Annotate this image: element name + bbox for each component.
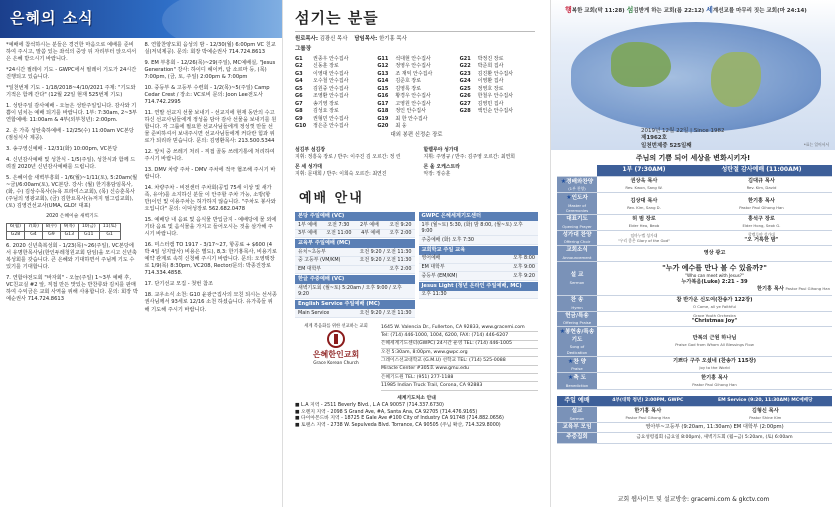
order-row: ★봉헌송/특송기도 Song of Dedication 만복의 근원 하나님 Praise God from Whom All Blessings Flow bbox=[557, 327, 832, 356]
news-item: *예배에 참석하시는 분들은 경건한 마음으로 예배를 준비하여 주시고, 말씀 있는 좌석의 중앙 뒤 자리부터 앉으셔서 은 은혜 받으시기 바랍니다. bbox=[6, 42, 137, 63]
church-name: 은혜한인교회 bbox=[312, 349, 360, 359]
church-info bbox=[295, 324, 538, 391]
choir-detail: 지휘: 문대희 / 반주: 이희숙 오르간: 최연진 bbox=[295, 170, 387, 177]
group-leader: G1 권종우 안수집사 bbox=[295, 55, 349, 62]
group-leader: G15 김영록 장로 bbox=[377, 85, 422, 92]
worship-row: Main Service 오전 9:20 / 오전 11:30 bbox=[295, 309, 415, 318]
news-item: 10. 중등부 & 고등부 수련회 - 1/2(목)~5(주일) Camp Cedar Crest / 장소: VC로비 문의: Joon Lee전도사 714.742.2995 bbox=[144, 85, 270, 106]
news-column-1 bbox=[6, 42, 139, 318]
senior-label: 담임목사: bbox=[354, 36, 378, 42]
bulletin-header bbox=[551, 0, 835, 150]
services-row: 설교 Sermon 한기홍 목사 Pastor Paul Gihong Han 김형신 목사 Pastor Shine Kim bbox=[557, 407, 832, 423]
church-english-name: Grace Korean Church bbox=[313, 360, 359, 366]
choir-name: 섬김부 섬김장 bbox=[295, 147, 326, 154]
branch-item: ■ 다이아몬드바 지역 - 18725 E Gale Ave #100 City of Industry CA 91748 (714.882.0656) bbox=[295, 416, 504, 422]
group-leader: G12 정영우 안수집사 bbox=[377, 63, 431, 70]
group-leader: G20 최 웅 bbox=[377, 123, 407, 130]
group-leader: G17 고영원 안수집사 bbox=[377, 100, 431, 107]
worship-left bbox=[295, 211, 415, 318]
worship-row: 오후 11:30 bbox=[419, 291, 539, 300]
address-lines bbox=[381, 324, 538, 391]
choir-name: 몬 세 성가대 bbox=[295, 164, 323, 171]
pastor-name: 김광신 목사 bbox=[319, 36, 348, 42]
world-map-image bbox=[571, 22, 821, 132]
church-tel: Tel: (714) 446-1000, 1004, 6200, FAX: (714) 446-6207 bbox=[381, 332, 538, 340]
choir-detail: 지휘: 정흥욱 장로 / 반주: 이주진 김 오르간: 정 린 bbox=[295, 153, 401, 160]
worship-header: 교육부 주일예배 (MC) bbox=[295, 239, 415, 248]
servers-title: 섬기는 분들 bbox=[283, 0, 550, 30]
choir-item bbox=[424, 147, 539, 160]
branch-title: 세계기도처소 안내 bbox=[397, 395, 436, 401]
branch-list bbox=[295, 396, 538, 429]
news-item: 18. 교우소식 소천: G10 윤광근집사의 모친 되시는 선서종 권사님께서 93세로 12/16 소천 하셨습니다. 유가족들 위해 기도해 주시기 바랍니다. bbox=[144, 292, 277, 313]
senior-name: 한기홍 목사 bbox=[379, 36, 407, 42]
order-row: ★축 도 Benediction 한기홍 목사 Pastor Paul Gihong Han bbox=[557, 373, 832, 390]
news-item: 17. 단기선교 모집 - 첫번 참조 bbox=[144, 281, 213, 288]
news-item: 9. EM 부흥회 - 12/26(목)~29(주일), MC예배실, "Jesus Generation" 강사: 하이디 헤이커, 탐 소르마 등, (목) 7:00pm, (금, 토, 주일) 2:00pm & 7:00pm bbox=[144, 60, 276, 81]
group-leader: G14 김준호 장로 bbox=[377, 78, 422, 85]
group-leader: G7 송기영 장로 bbox=[295, 100, 339, 107]
group-leader: G25 정영호 장로 bbox=[459, 85, 504, 92]
worship-header: 교회학교 주일 교육 bbox=[419, 246, 539, 255]
group-leader: G21 박정진 장로 bbox=[459, 55, 504, 62]
church-address: 1645 W. Valencia Dr., Fullerton, CA 92833, www.gracemi.com bbox=[381, 324, 538, 332]
schedule-head: 10(금) bbox=[78, 223, 99, 231]
schedule-cell: G13 bbox=[60, 231, 78, 239]
worship-header: Jesus Light (청년 온라인 주일예배, MC) bbox=[419, 282, 539, 291]
news-column-2 bbox=[145, 42, 278, 318]
bulletin-date: 2019년 12월 22일 | Since 1982 제1962호 일천번제중 525일째 bbox=[641, 128, 725, 149]
news-item: 3. 송구영신예배 - 12/31(화) 10:00pm, VC본당 bbox=[6, 146, 118, 153]
news-header bbox=[0, 0, 282, 38]
order-row: ★경배와찬양 (1부 찬양) 권상옥 목사 Rev. Kwon, Sang W. 김대규 목사 Rev. Kim, David bbox=[557, 176, 832, 193]
groups-label: 그룹장 bbox=[295, 46, 312, 53]
group-leader: G26 한철우 안수집사 bbox=[459, 93, 514, 100]
cross-icon bbox=[327, 330, 345, 348]
church-slogan: 세계 복음화를 위한 선교하는 교회 bbox=[304, 324, 368, 330]
group-leader: G24 이영환 집사 bbox=[459, 78, 504, 85]
group-leader: G18 정인 안수집사 bbox=[377, 108, 426, 115]
group-leader: G16 황경우 안수집사 bbox=[377, 93, 431, 100]
group-leader: G27 김영민 집사 bbox=[459, 100, 504, 107]
news-item: 12. 앞치 중 쓰레기 처리 - 직접 골동 쓰레기통에 처리하여 주시기 바랍니다. bbox=[144, 149, 275, 163]
group-leader: G19 최 한 안수집사 bbox=[377, 115, 428, 122]
pastor-line bbox=[295, 36, 538, 43]
choir-item bbox=[295, 164, 410, 177]
worship-row: EM 대학부 오후 2:00 bbox=[295, 266, 415, 275]
header-decoration bbox=[162, 0, 282, 38]
choir-detail: 지휘: 주영규 / 반주: 김주영 오르간: 최연희 bbox=[423, 153, 516, 160]
group-leader: G3 이영대 안수집사 bbox=[295, 70, 349, 77]
order-row: 교회소식 Announcement 영상 광고 bbox=[557, 246, 832, 262]
worship-row: 중등부 (EM/KM) 오후 9:20 bbox=[419, 272, 539, 281]
order-row: 찬 송 Hymn 참 반가운 신도여(찬송가 122장) O Come, all ye Faithful bbox=[557, 296, 832, 312]
news-item: 2. 온 가족 성탄축하예배 - 12/25(수) 11:00am VC본당(점심식사 제공). bbox=[6, 128, 134, 142]
address-line: 오전 5:30am, 8:00pm, www.gwpc.org bbox=[381, 349, 538, 357]
worship-row: 주중예배 (화) 오후 7:30 bbox=[419, 236, 539, 245]
news-item: 6. 2020 신년축복성회 - 1/23(목)~26(주일), VC본당에서 유명한목사님(한인두레청원교회 담임)을 모시고 신년축복성회를 갖습니다. 큰 은혜와 기대하면서 주님께 기도 수 있기를 기대합니다. bbox=[6, 243, 137, 271]
worship-row: 1부 예배 오전 7:30 2부 예배 오전 9:20 bbox=[295, 221, 415, 230]
worship-row: 영어예배 오후 8:00 bbox=[419, 255, 539, 264]
worship-row: 1부 (월~토) 5:30, (화) 밤 8:00, (월~토) 오후 9:00 bbox=[419, 221, 539, 236]
worship-header: GWPC 은혜세계기도센터 bbox=[419, 212, 539, 221]
address-line: 은혜세계기도센터(GWPC) 24시간 운영 TEL: (714) 446-1005 bbox=[381, 341, 538, 349]
group-leader: G23 김진환 안수집사 bbox=[459, 70, 514, 77]
schedule-cell: G1 bbox=[99, 231, 120, 239]
news-item: *일천번제 기도 - 1/18/2018~4/10/2021 주제: "기도와 기적은 함께 간다" (12월 22일 현재 525번제 기도) bbox=[6, 85, 136, 99]
order-header bbox=[557, 165, 832, 176]
order-row: 헌금/특송 Offering Praise Grace Youth Orchestra "Christmas Joy" bbox=[557, 311, 832, 327]
church-motto: 행복한 교회(막 11:28) 섬김받게 하는 교회(롬 22:12) 세계선교를 마무리 짓는 교회(마 24:14) bbox=[565, 6, 807, 14]
address-line: Miracle Center #305호 www.gmu.edu bbox=[381, 366, 538, 374]
services-header: 주일 예배 4부(대학 청년) 2:00PM, GWPC EM Service (9:20, 11:30AM) MC예배당 bbox=[557, 396, 832, 407]
group-leader: G2 신동훈 장로 bbox=[295, 63, 339, 70]
schedule-table bbox=[6, 223, 121, 240]
group-leader bbox=[460, 123, 538, 131]
news-item: 16. 미스터캠 TO 1917 - 3/17~27, 항공료 + $600 (4박 4일 성지답사) 비용은 별도), 8,3: 한기홍목사, 비용기로 예약 관계로 속히 신청해 주시기 바랍니다. 문의: 오영택장로 1/9(목) 8:30pm, VC208, Rector/문의: 박종진장로 714.334.4858. bbox=[144, 242, 277, 277]
branch-item: ■ 토랜스 지역 - 2738 W. Sepulveda Blvd. Torrance, CA 90505 (주님 확산, 714.329.8000) bbox=[295, 422, 501, 428]
address-line: 11985 Indian Truck Trail, Corona, CA 92883 bbox=[381, 382, 538, 390]
services-row: 교육부 모임 영아부~고등부 (9:20am, 11:30am) EM 대학부 (2:00pm) bbox=[557, 422, 832, 433]
footer-link[interactable]: 교회 웹사이트 및 설교방송: gracemi.com & gkctv.com bbox=[617, 495, 770, 503]
schedule-head: 6(월) bbox=[7, 223, 25, 231]
schedule-cell: G28 bbox=[7, 231, 25, 239]
schedule-head: 11(토) bbox=[99, 223, 120, 231]
group-leader bbox=[460, 116, 538, 124]
pastor-label: 원로목사: bbox=[295, 36, 318, 42]
news-item: 4. 신년감사예배 및 성찬식 - 1/5(주일), 성찬식과 함께 드려질 2020년 신년감사예배를 드립니다. bbox=[6, 157, 136, 171]
order-row: ★인도자 Master of Ceremonies 김상대 목사 Rev. Kim, Sang D. 한기홍 목사 Pastor Paul Gihong Han bbox=[557, 193, 832, 215]
order-of-worship bbox=[557, 165, 832, 390]
group-leader: G22 박준희 집사 bbox=[459, 63, 504, 70]
news-title: 은혜의 소식 bbox=[10, 9, 94, 27]
bulletin-panel bbox=[550, 0, 835, 507]
schedule-cell: G11 bbox=[78, 231, 99, 239]
worship-row: 중 고등부 (VM/KM) 오전 9:20 / 오전 11:30 bbox=[295, 257, 415, 266]
news-item: 15. 예배당 내 음료 및 음식물 반입금지 - 예배당에 물 외에 기타 음료 및 음식물을 가지고 들어오시는 것을 삼가해 주시기 바랍니다. bbox=[144, 217, 277, 238]
schedule-head: 7(화) bbox=[24, 223, 42, 231]
choir-detail: 악장: 정승훈 bbox=[423, 170, 451, 177]
choir-item bbox=[295, 147, 410, 160]
choir-name: 할렐루야 성가대 bbox=[423, 147, 459, 154]
choir-item bbox=[424, 164, 539, 177]
news-item: 1. 성탄주일 감사예배 - 오늘은 성탄주일입니다. 감사와 기쁨이 넘치는 예배 되기를 바랍니다. 1부: 7:30am, 2~3부 연합예배: 11:00am & 4부(외부청년): 2:00pm. bbox=[6, 103, 137, 124]
order-row: ★찬 양 Praise 기쁘다 구주 오셨네 (찬송가 115장) Joy to the World bbox=[557, 356, 832, 373]
news-item: 7. 연합야전도회 "바자회" - 오늘(주일) 1~3부 예배 후, VC친교실 #2 앞, 직접 만든 맛있는 반찬류와 김치를 판매하여 수익금은 교회 사역을 위해 사용합니다. 문의: 회장 박예순권사 714.724.8613 bbox=[6, 275, 138, 303]
new-family: 대외 봉편 신정순 장로 bbox=[390, 131, 443, 138]
worship-row: EM 대학부 오후 9:00 bbox=[419, 264, 539, 273]
choir-name: 몬 올 오케스트라 bbox=[423, 164, 460, 171]
worship-right bbox=[419, 211, 539, 318]
worship-row: 3부 예배 오전 11:00 4부 예배 오후 2:00 bbox=[295, 230, 415, 239]
group-leader: G8 김성요 장로 bbox=[295, 108, 339, 115]
address-line: 은혜기도원 TEL: (951) 277-1188 bbox=[381, 374, 538, 382]
order-head-2: 성탄절 감사예배 (11:00AM) bbox=[691, 165, 832, 176]
branch-item: ■ 오렌지 지역 - 2098 S Grand Ave, #A, Santa Ana, CA 92705 (714.476.9165) bbox=[295, 409, 478, 415]
servers-panel bbox=[282, 0, 550, 507]
church-logo bbox=[295, 324, 377, 391]
order-head-1: 1부 (7:30AM) bbox=[597, 165, 691, 176]
news-item: 8. 연합찬양도회 음성의 밤 - 12/30(월) 6:00pm VC 친교실(저녁제공). 문의: 회장 박예순권사 714.724.8613 bbox=[144, 42, 276, 56]
order-row: 성가대 찬양 Offering Choir 임마누엘 성가대 "우리 좋은 Glory of the God" 할렐루야 성가대 "오 거룩한 밤" bbox=[557, 230, 832, 246]
news-item: 5. 은혜이슬 새벽부흥회 - 1/6(월)~1/11(토), 5:20am(월~금)/6:00am(토), VC본당. 강사: (월) 한기홍담임목사, (화, 수) 김상수목사(뉴욕 프라미스교회), (목) 신승훈목사(주님의 영광교회), (금) 김한요목사(뉴저지 필그림교회), (토) 김영건선교사(UMA, GLO! 대표) bbox=[6, 175, 138, 210]
group-leader: G4 오수철 안수집사 bbox=[295, 78, 349, 85]
schedule-cell: G9 bbox=[42, 231, 60, 239]
group-leader: G28 액인순 안수집사 bbox=[459, 108, 514, 115]
news-item: 11. 연말 선교지 선물 보내기 - 선교지에 현재 동안의 수고하신 선교사님들에게 정성을 담아 감사 선물을 보내기를 원합니다. 각 그룹에 필요한 선교사님들에게 정성껏 만들 선물 준비하셔서 보내주시면 선교사님들에게 커다란 힘과 위로가 되리라 믿습니다. 문의: 김영환목사: 213.500.5344 bbox=[144, 110, 277, 145]
schedule-head: 8(수) bbox=[42, 223, 60, 231]
news-item: 13. DMV 차량 주차 - DMV 주차에 적극 협조해 주시기 바랍니다. bbox=[144, 167, 276, 181]
schedule-caption: 2020 은혜이슬 새벽기도 bbox=[46, 214, 99, 220]
news-item: 14. 차량주차 - 비전센터 주차회(공업 75세 이상 및 새가족, 유아)를 소지하신 분들 이 안주할 주차 가능, 소방(항 만)이인 및 이용주차는 허가하지 않습니다. "주차도 봉사와 오입니다" 문의: 이덕성장로 562.682.0478 bbox=[144, 185, 276, 213]
sunday-services-table bbox=[557, 396, 832, 444]
worship-row: 새벽기도회 (월~토) 5:20am / 오후 9:00 / 오후 9:20 bbox=[295, 284, 415, 299]
schedule-cell: G4 bbox=[24, 231, 42, 239]
bulletin-theme: 주님의 기쁨 되어 세상을 변화시키자! bbox=[635, 154, 751, 162]
worship-header: English Service 주일예배 (MC) bbox=[295, 300, 415, 309]
worship-row: 유치~초등부 오전 9:20 / 오전 11:30 bbox=[295, 248, 415, 257]
group-leader: G13 조 재익 안수집사 bbox=[377, 70, 433, 77]
news-panel bbox=[0, 0, 282, 507]
group-leader: G6 조영환 안수집사 bbox=[295, 93, 349, 100]
order-row: 대표기도 Opening Prayer 허 범 장로 Elder Heo, Beob 홍석구 장로 Elder Hong, Seok G. bbox=[557, 215, 832, 231]
group-leader: G9 권형민 안수집사 bbox=[295, 115, 349, 122]
choir-leaders bbox=[295, 147, 538, 177]
schedule-head: 9(목) bbox=[60, 223, 78, 231]
standing-note: *표는 일어서서 bbox=[803, 142, 829, 147]
group-leader: G10 정은준 안수집사 bbox=[295, 123, 349, 130]
worship-title: 예배 안내 bbox=[299, 190, 364, 206]
address-line: 그레이스선교대학교 (G.M.U) 선학교 TEL: (714) 525-0088 bbox=[381, 357, 538, 365]
worship-table bbox=[295, 211, 538, 318]
group-leaders-grid bbox=[295, 56, 538, 131]
branch-item: ■ L.A 지역 - 2511 Beverly Blvd., L.A CA 90057 (714.337.6730) bbox=[295, 403, 444, 409]
services-row: 주중집회 금요성령집회 (금요일 8:00pm), 새벽기도회 (월~금) 5:20am, (토) 6:00am bbox=[557, 433, 832, 444]
worship-header: 본당 주일예배 (VC) bbox=[295, 212, 415, 221]
group-leader: G11 석대현 안수집사 bbox=[377, 55, 431, 62]
worship-header: 한글 주중예배 (VC) bbox=[295, 275, 415, 284]
order-row: 설 교 Sermon "누가 예수를 만나 볼 수 있을까?" "Who can meet with Jesus?" 누가복음(Luke) 2:21 - 39 한기홍 목사 Pastor Paul Gihong Han bbox=[557, 262, 832, 296]
group-leader: G5 김원중 안수집사 bbox=[295, 85, 349, 92]
news-item: *24시간 필레이 기도 - GWPC에서 필레이 기도가 24시간 진행되고 있습니다. bbox=[6, 67, 137, 81]
